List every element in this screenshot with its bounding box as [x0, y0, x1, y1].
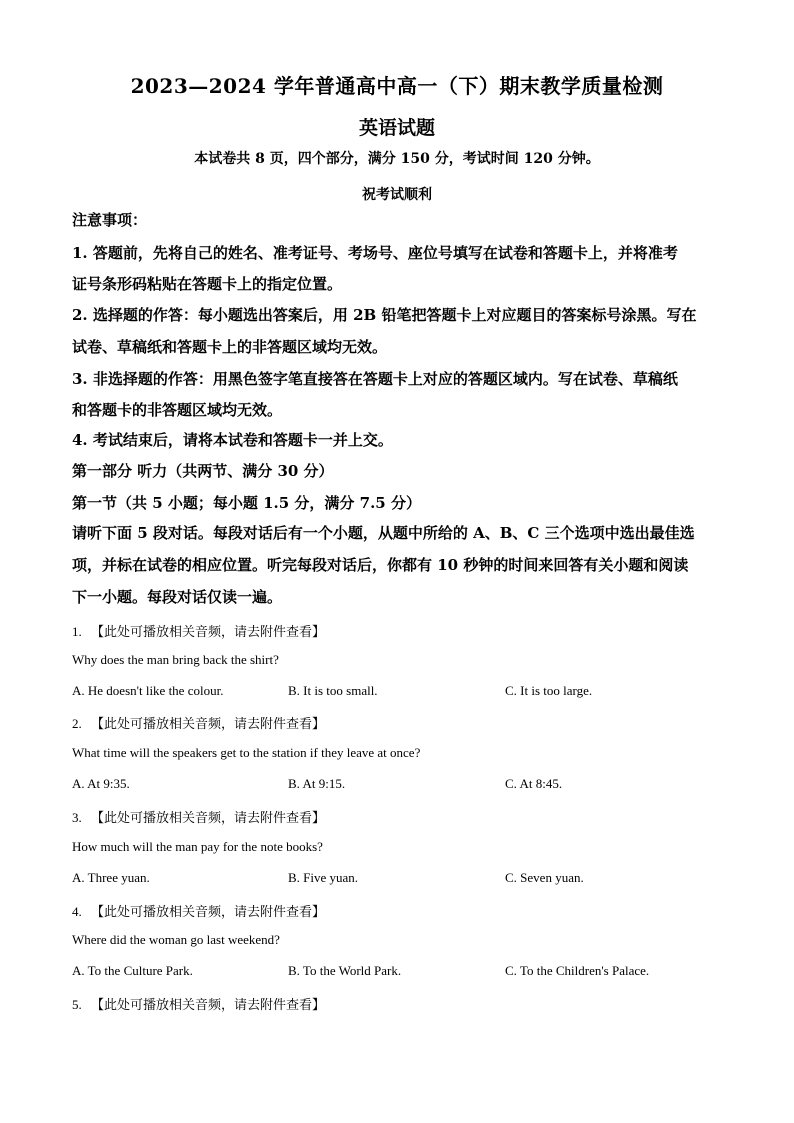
instruction-line: 请听下面 5 段对话。每段对话后有一个小题，从题中所给的 A、B、C 三个选项中选出最佳选: [72, 524, 695, 542]
audio-placeholder[interactable]: 【此处可播放相关音频，请去附件查看】: [91, 811, 326, 826]
option-c: C. At 8:45.: [505, 776, 563, 791]
good-luck-text: 祝考试顺利: [362, 187, 432, 203]
question-text: What time will the speakers get to the station if they leave at once?: [72, 745, 421, 760]
question-audio-line: [72, 901, 724, 920]
question-text: Where did the woman go last weekend?: [72, 932, 280, 947]
notice-line: 试卷、草稿纸和答题卡上的非答题区域均无效。: [72, 338, 388, 356]
question-number: 2.: [72, 716, 82, 731]
question-number: 4.: [72, 904, 82, 919]
option-a: A. He doesn't like the colour.: [72, 683, 224, 698]
notice-line: 4. 考试结束后，请将本试卷和答题卡一并上交。: [72, 431, 393, 449]
part1-heading: 第一部分 听力（共两节、满分 30 分）: [72, 462, 334, 480]
option-a: A. To the Culture Park.: [72, 963, 193, 978]
subject-title: 英语试题: [358, 117, 435, 139]
option-c: C. It is too large.: [505, 683, 593, 698]
question-number: 5.: [72, 997, 82, 1012]
option-a: A. Three yuan.: [72, 870, 150, 885]
notice-line: 和答题卡的非答题区域均无效。: [72, 401, 283, 419]
audio-placeholder[interactable]: 【此处可播放相关音频，请去附件查看】: [91, 717, 326, 732]
option-b: B. Five yuan.: [288, 870, 359, 885]
audio-placeholder[interactable]: 【此处可播放相关音频，请去附件查看】: [91, 905, 326, 920]
question-audio-line: [72, 621, 724, 640]
section1-heading: 第一节（共 5 小题；每小题 1.5 分，满分 7.5 分）: [72, 494, 421, 512]
instruction-line: 下一小题。每段对话仅读一遍。: [72, 588, 283, 606]
question-number: 3.: [72, 810, 82, 825]
notice-line: 3. 非选择题的作答：用黑色签字笔直接答在答题卡上对应的答题区域内。写在试卷、草稿纸: [72, 370, 678, 388]
question-text: How much will the man pay for the note books?: [72, 839, 323, 854]
question-number: 1.: [72, 624, 82, 639]
audio-placeholder[interactable]: 【此处可播放相关音频，请去附件查看】: [91, 998, 326, 1013]
option-c: C. Seven yuan.: [505, 870, 584, 885]
notice-line: 1. 答题前，先将自己的姓名、准考证号、考场号、座位号填写在试卷和答题卡上，并将准考: [72, 244, 678, 262]
question-audio-line: [72, 713, 724, 732]
option-b: B. To the World Park.: [288, 963, 402, 978]
question-text: Why does the man bring back the shirt?: [72, 652, 279, 667]
exam-info: 本试卷共 8 页，四个部分，满分 150 分，考试时间 120 分钟。: [194, 151, 600, 167]
notice-line: 证号条形码粘贴在答题卡上的指定位置。: [72, 275, 343, 293]
audio-placeholder[interactable]: 【此处可播放相关音频，请去附件查看】: [91, 625, 326, 640]
notice-line: 2. 选择题的作答：每小题选出答案后，用 2B 铅笔把答题卡上对应题目的答案标号涂黑。写在: [72, 306, 697, 324]
option-b: B. It is too small.: [288, 683, 378, 698]
instruction-line: 项，并标在试卷的相应位置。听完每段对话后，你都有 10 秒钟的时间来回答有关小题和阅读: [72, 556, 689, 574]
option-c: C. To the Children's Palace.: [505, 963, 650, 978]
notice-heading: 注意事项：: [72, 211, 148, 229]
question-audio-line: [72, 807, 724, 826]
option-b: B. At 9:15.: [288, 776, 346, 791]
exam-title: 2023—2024 学年普通高中高一（下）期末教学质量检测: [130, 74, 664, 98]
option-a: A. At 9:35.: [72, 776, 130, 791]
question-audio-line: [72, 994, 724, 1013]
